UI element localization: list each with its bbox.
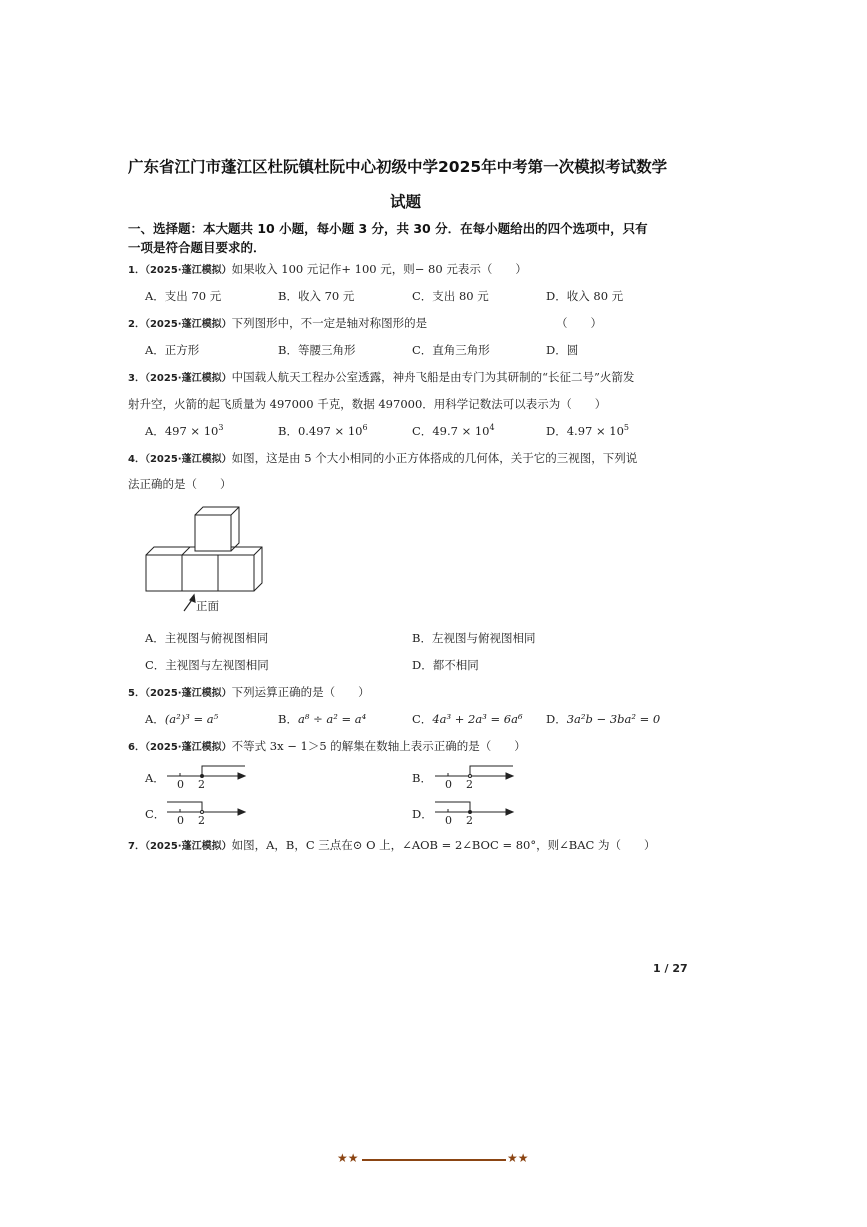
tick-label-0: 0	[445, 814, 452, 827]
footer-stars-left: ★★	[337, 1151, 359, 1165]
tick-label-0: 0	[445, 778, 452, 791]
question-1	[128, 261, 527, 277]
question-number: 3．（2025·蓬江模拟）	[128, 373, 232, 384]
question-3	[128, 369, 634, 385]
option-d: D．	[412, 807, 433, 821]
option-a: A．	[145, 771, 165, 785]
option-d: D．收入 80 元	[546, 289, 624, 303]
question-text: 如图，这是由 5 个大小相同的小正方体搭成的几何体，关于它的三视图，下列说	[231, 451, 638, 465]
option-a: A．正方形	[145, 343, 200, 357]
question-5	[128, 684, 370, 700]
option-d: D．都不相同	[412, 658, 479, 672]
answer-paren: （ ）	[556, 316, 602, 330]
option-b: B．	[412, 771, 432, 785]
page-title: 广东省江门市蓬江区杜阮镇杜阮中心初级中学2025年中考第一次模拟考试数学	[128, 158, 668, 176]
question-2	[128, 315, 427, 331]
figure-label-front: 正面	[196, 599, 219, 613]
question-text: 不等式 3x − 1＞5 的解集在数轴上表示正确的是（ ）	[231, 739, 526, 753]
option-b: B．等腰三角形	[278, 343, 356, 357]
tick-label-2: 2	[198, 814, 205, 827]
option-a: A．支出 70 元	[145, 289, 222, 303]
option-d: D．圆	[546, 343, 579, 357]
tick-label-2: 2	[466, 778, 473, 791]
section-header: 一、选择题：本大题共 10 小题，每小题 3 分，共 30 分．在每小题给出的四个选项中，只有	[128, 221, 648, 236]
question-4-line2: 法正确的是（ ）	[128, 477, 232, 491]
tick-label-2: 2	[466, 814, 473, 827]
question-7	[128, 837, 655, 853]
question-number: 5．（2025·蓬江模拟）	[128, 688, 232, 699]
option-a: A．(a²)³ = a⁵	[145, 712, 219, 726]
option-b: B．$0.497 \times 10^6$	[278, 423, 368, 438]
question-number: 7．（2025·蓬江模拟）	[128, 841, 232, 852]
option-a: A．主视图与俯视图相同	[145, 631, 269, 645]
option-b: B．左视图与俯视图相同	[412, 631, 536, 645]
page-number: 1 / 27	[653, 962, 688, 975]
question-number: 1．（2025·蓬江模拟）	[128, 265, 232, 276]
option-b: B．收入 70 元	[278, 289, 355, 303]
question-3-line2: 射升空，火箭的起飞质量为 497000 千克，数据 497000．用科学记数法可以表示为（ ）	[128, 397, 607, 411]
footer-stars-right: ★★	[507, 1151, 529, 1165]
option-d: D．$4.97 \times 10^5$	[546, 423, 630, 438]
tick-label-0: 0	[177, 778, 184, 791]
option-c: C．4a³ + 2a³ = 6a⁶	[412, 712, 523, 726]
footer-divider	[362, 1159, 506, 1161]
question-text: 如果收入 100 元记作+ 100 元，则− 80 元表示（ ）	[231, 262, 527, 276]
option-b: B．a⁸ ÷ a² = a⁴	[278, 712, 367, 726]
option-c: C．支出 80 元	[412, 289, 489, 303]
option-d: D．3a²b − 3ba² = 0	[546, 712, 661, 726]
question-number: 2．（2025·蓬江模拟）	[128, 319, 232, 330]
tick-label-0: 0	[177, 814, 184, 827]
option-a: A．$497 \times 10^3$	[145, 423, 224, 438]
question-4	[128, 450, 637, 466]
section-header-line2: 一项是符合题目要求的．	[128, 240, 266, 255]
option-c: C．直角三角形	[412, 343, 490, 357]
option-c: C．主视图与左视图相同	[145, 658, 269, 672]
question-6	[128, 738, 526, 754]
page-title-line2: 试题	[390, 193, 422, 211]
question-number: 4．（2025·蓬江模拟）	[128, 454, 232, 465]
question-text: 下列运算正确的是（ ）	[231, 685, 370, 699]
question-number: 6．（2025·蓬江模拟）	[128, 742, 232, 753]
question-text: 如图，A，B，C 三点在⊙ O 上，∠AOB = 2∠BOC = 80°，则∠BAC 为（ ）	[231, 838, 656, 852]
question-text: 下列图形中，不一定是轴对称图形的是	[231, 316, 428, 330]
option-c: C．	[145, 807, 166, 821]
question-text: 中国载人航天工程办公室透露，神舟飞船是由专门为其研制的“长征二号”火箭发	[231, 370, 635, 384]
tick-label-2: 2	[198, 778, 205, 791]
option-c: C．$49.7 \times 10^4$	[412, 423, 495, 438]
